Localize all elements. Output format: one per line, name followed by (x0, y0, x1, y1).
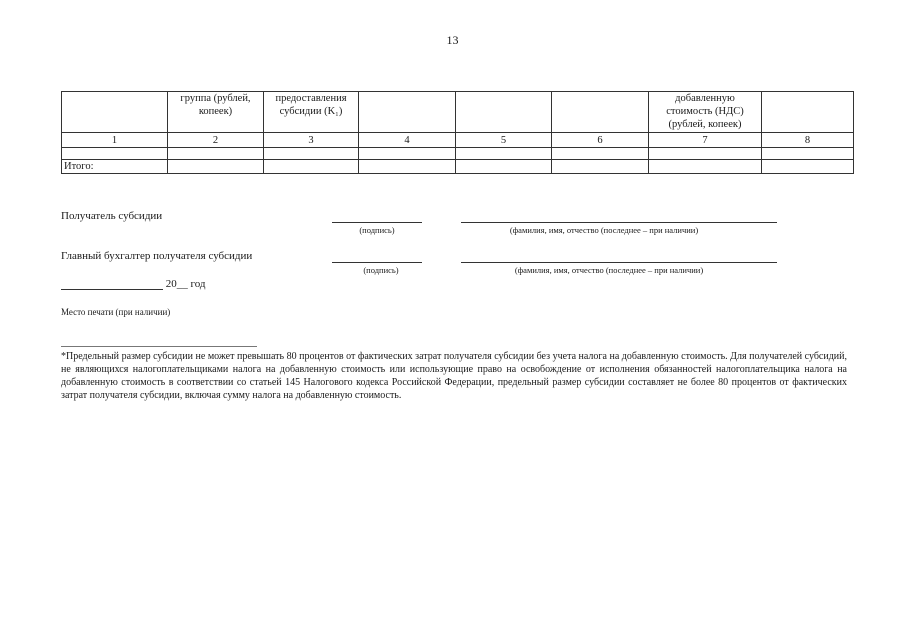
column-number: 3 (264, 133, 359, 148)
footnote-text: *Предельный размер субсидии не может превышать 80 процентов от фактических затрат получателя субсидии без учета налога на добавленную стоимость. Для получателей субсидий, не являющихся налогоплательщиками налога на добавленную стоимость или использующие право на освобождение от исполнения обязанностей налогоплательщика налога на добавленную стоимость в соответствии со статьей 145 Налогового кодекса Российской Федерации, предельный размер субсидии составляет не более 80 процентов от фактических затрат получателя субсидии, включая сумму налога на добавленную стоимость. (61, 351, 847, 401)
name-caption: (фамилия, имя, отчество (последнее – при наличии) (509, 225, 699, 235)
header-cell (456, 92, 552, 133)
header-cell (62, 92, 168, 133)
signature-caption: (подпись) (359, 225, 395, 235)
column-number: 4 (359, 133, 456, 148)
accountant-name-line (461, 262, 777, 263)
recipient-name-line (461, 222, 777, 223)
header-cell (762, 92, 854, 133)
column-number-row (62, 133, 854, 148)
recipient-signature-line (332, 222, 422, 223)
accountant-label: Главный бухгалтер получателя субсидии (61, 250, 253, 262)
header-cell: предоставления субсидии (K₁) (264, 92, 359, 133)
header-cell: группа (рублей, копеек) (168, 92, 264, 133)
header-cell: добавленную стоимость (НДС) (рублей, копеек) (649, 92, 762, 133)
footnote-divider (61, 346, 257, 347)
column-number: 1 (62, 133, 168, 148)
subsidy-table (61, 91, 854, 174)
table-header-row (62, 92, 854, 133)
total-label: Итого: (62, 160, 168, 174)
column-number: 2 (168, 133, 264, 148)
column-number: 5 (456, 133, 552, 148)
header-cell (552, 92, 649, 133)
accountant-signature-line (332, 262, 422, 263)
column-number: 7 (649, 133, 762, 148)
date-year: 20__ год (165, 278, 206, 290)
name-caption: (фамилия, имя, отчество (последнее – при наличии) (514, 265, 704, 275)
signature-caption: (подпись) (363, 265, 399, 275)
page-number: 13 (446, 33, 459, 47)
column-number: 8 (762, 133, 854, 148)
date-blank-line (61, 277, 163, 290)
date-line (61, 277, 206, 290)
column-number: 6 (552, 133, 649, 148)
stamp-note: Место печати (при наличии) (61, 307, 171, 317)
header-cell (359, 92, 456, 133)
recipient-label: Получатель субсидии (61, 210, 163, 222)
empty-row (62, 148, 854, 160)
total-row (62, 160, 854, 174)
